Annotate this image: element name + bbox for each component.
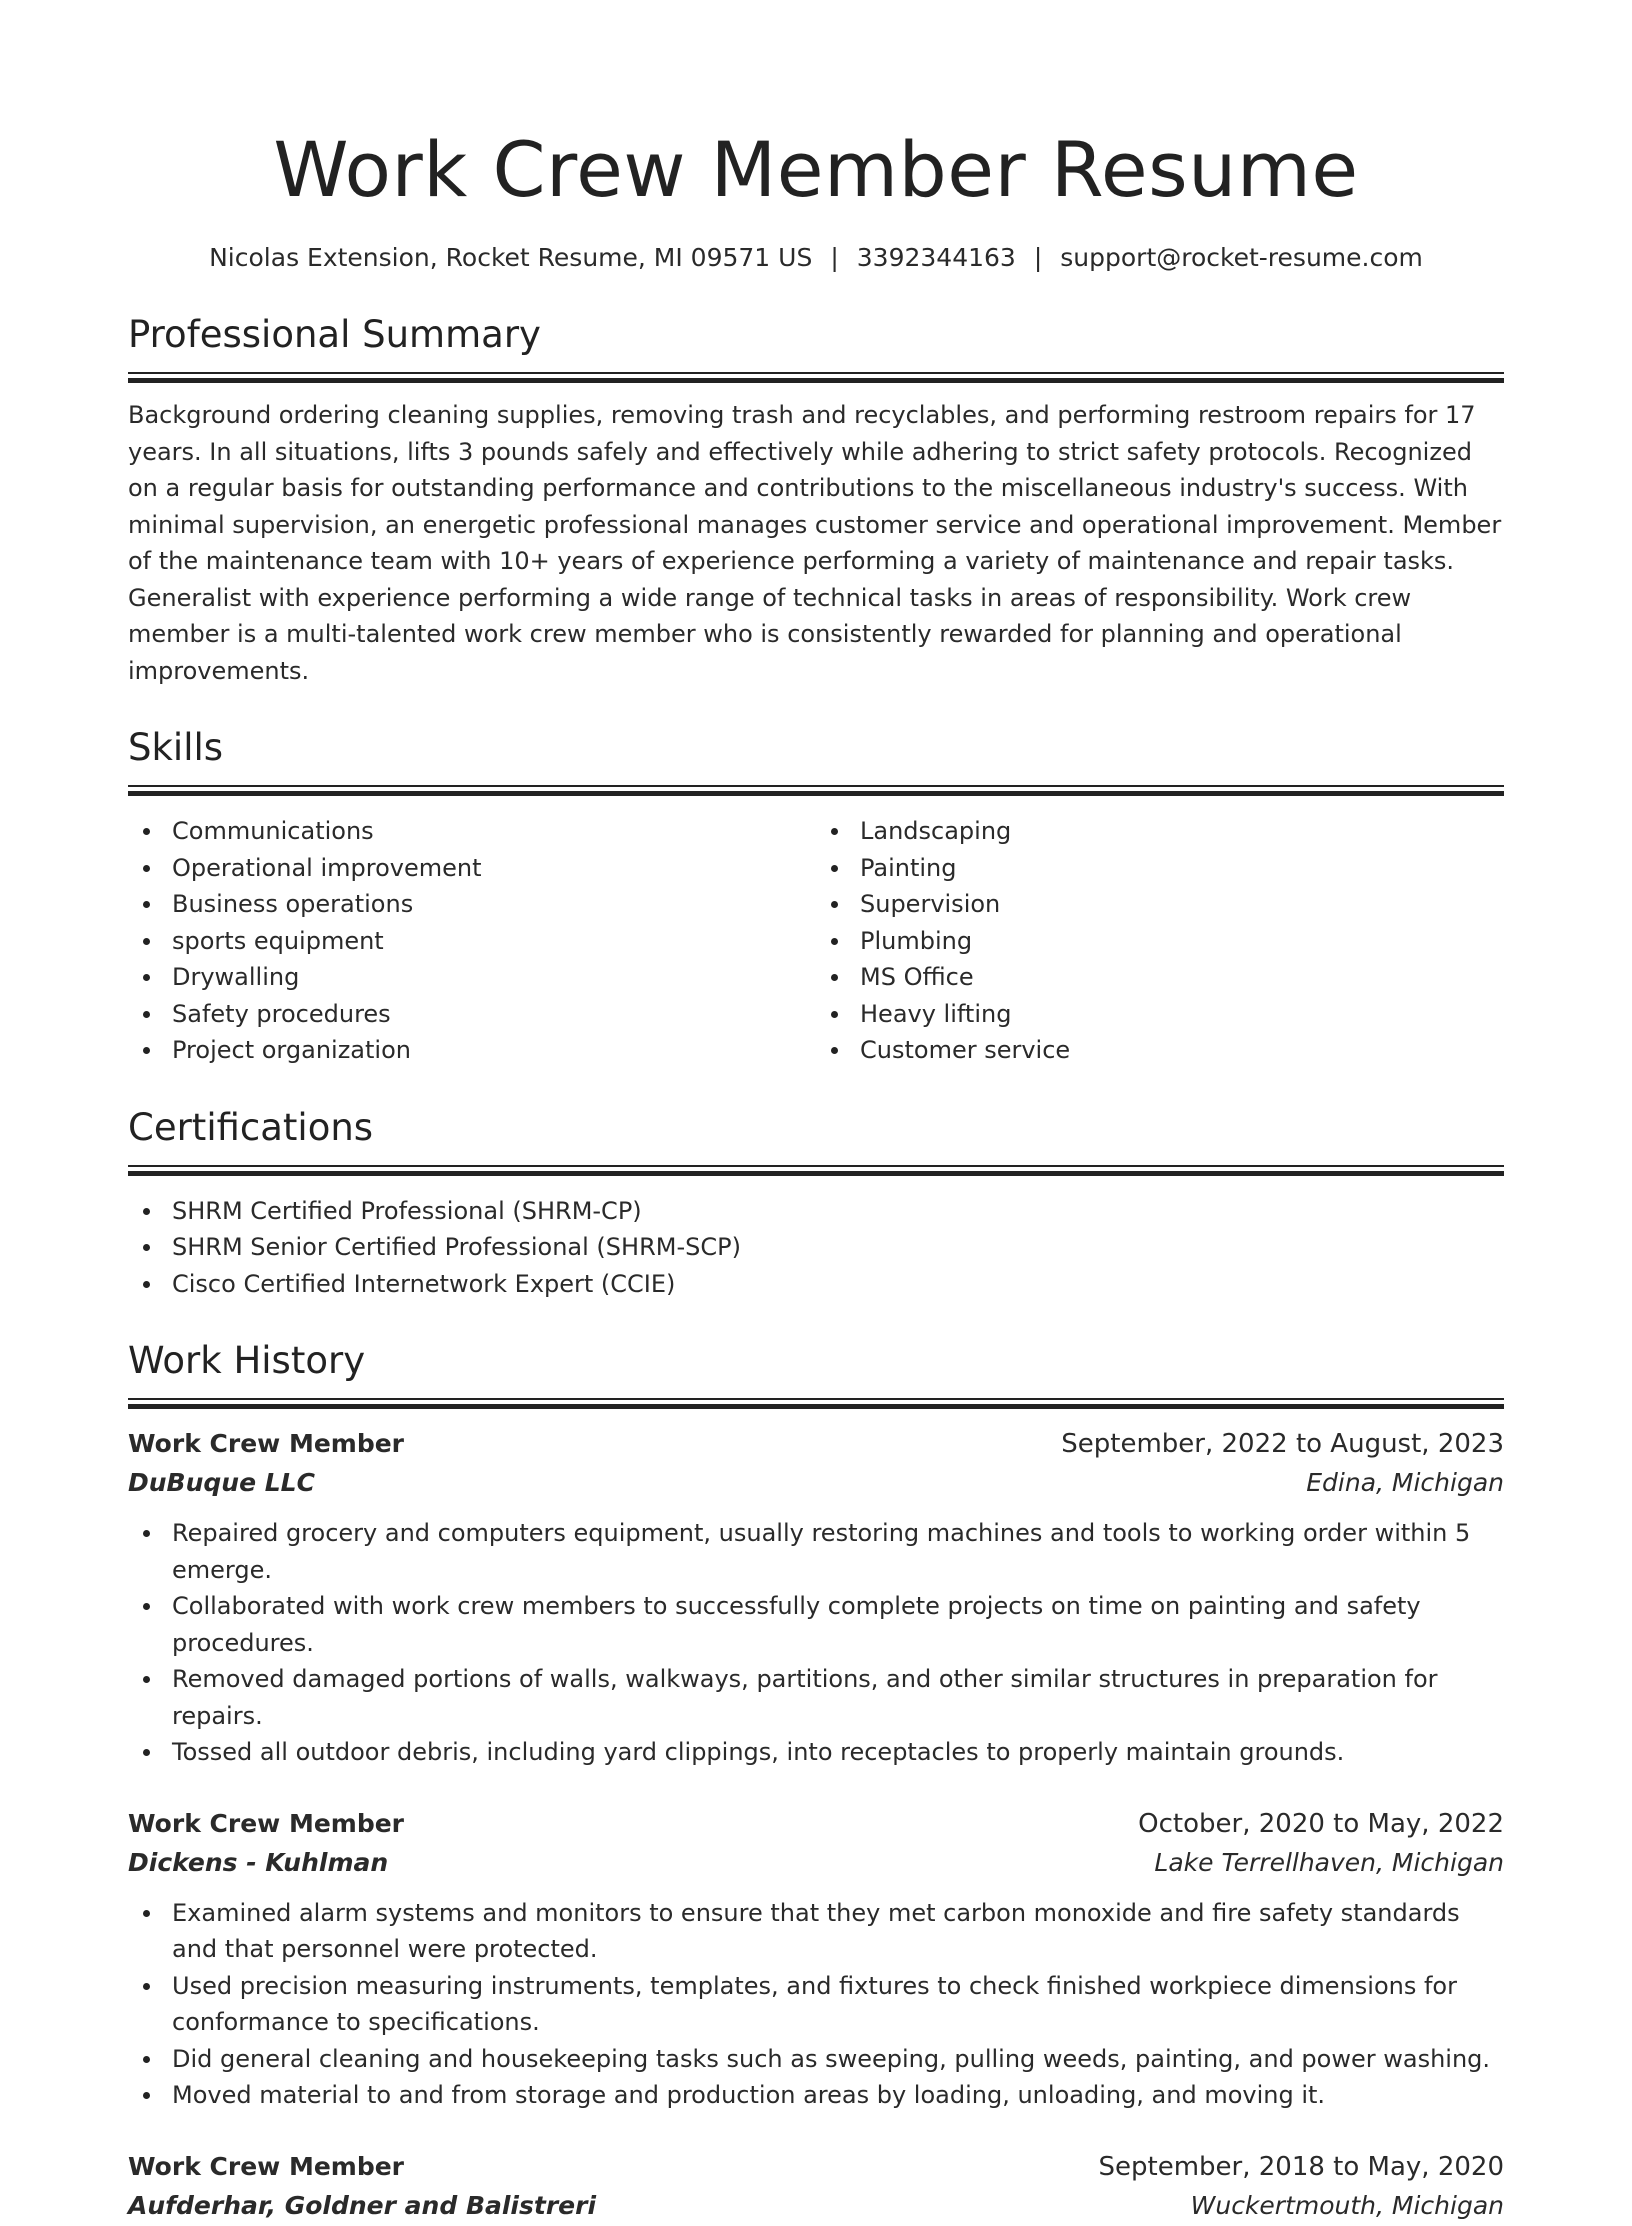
- certifications-list: [128, 1193, 1504, 1303]
- skill-item: Plumbing: [816, 923, 1504, 960]
- skill-item: Project organization: [128, 1032, 816, 1069]
- job-title: Work Crew Member: [128, 2151, 405, 2181]
- skill-item: sports equipment: [128, 923, 816, 960]
- job-header-row: [128, 1805, 1504, 1843]
- job-subheader-row: [128, 1843, 1504, 1883]
- contact-address: Nicolas Extension, Rocket Resume, MI 09571 US: [209, 243, 813, 272]
- job-location: Wuckertmouth, Michigan: [1190, 2190, 1504, 2220]
- job-subheader-row: [128, 1463, 1504, 1503]
- skill-item: Painting: [816, 850, 1504, 887]
- job-dates: September, 2018 to May, 2020: [1098, 2151, 1504, 2182]
- certifications-section: [128, 1103, 1504, 1303]
- job-location: Lake Terrellhaven, Michigan: [1154, 1847, 1504, 1877]
- job-company: Dickens - Kuhlman: [128, 1847, 389, 1877]
- job-subheader-row: [128, 2186, 1504, 2226]
- job-bullet: Used precision measuring instruments, templates, and fixtures to check finished workpiece dimensions for conformance to specifications.: [128, 1968, 1504, 2041]
- job-entry: [128, 2148, 1504, 2226]
- certification-item: SHRM Certified Professional (SHRM-CP): [128, 1193, 1504, 1230]
- summary-section: [128, 310, 1504, 689]
- job-header-row: [128, 2148, 1504, 2186]
- job-entry: [128, 1805, 1504, 2114]
- job-header-row: [128, 1425, 1504, 1463]
- job-bullet: Did general cleaning and housekeeping tasks such as sweeping, pulling weeds, painting, and power washing.: [128, 2041, 1504, 2078]
- skill-item: Supervision: [816, 886, 1504, 923]
- summary-text: Background ordering cleaning supplies, removing trash and recyclables, and performing restroom repairs for 17 years. In all situations, lifts 3 pounds safely and effectively while adhering to strict safety protocols. Recognized on a regular basis for outstanding performance and contributions to the miscellaneous industry's success. With minimal supervision, an energetic professional manages customer service and operational improvement. Member of the maintenance team with 10+ years of experience performing a variety of maintenance and repair tasks. Generalist with experience performing a wide range of technical tasks in areas of responsibility. Work crew member is a multi-talented work crew member who is consistently rewarded for planning and operational improvements.: [128, 401, 1502, 685]
- skill-item: Business operations: [128, 886, 816, 923]
- skills-grid: [128, 813, 1504, 1069]
- certification-item: SHRM Senior Certified Professional (SHRM-SCP): [128, 1229, 1504, 1266]
- skill-item: MS Office: [816, 959, 1504, 996]
- job-dates: October, 2020 to May, 2022: [1138, 1808, 1504, 1839]
- skill-item: Drywalling: [128, 959, 816, 996]
- job-bullet: Repaired grocery and computers equipment, usually restoring machines and tools to working order within 5 emerge.: [128, 1515, 1504, 1588]
- contact-phone: 3392344163: [856, 243, 1016, 272]
- skills-column-left: [128, 813, 816, 1069]
- job-bullet: Tossed all outdoor debris, including yard clippings, into receptacles to properly maintain grounds.: [128, 1734, 1504, 1771]
- skills-column-right: [816, 813, 1504, 1069]
- job-title: Work Crew Member: [128, 1429, 405, 1458]
- resume-title: Work Crew Member Resume: [273, 125, 1359, 214]
- skill-item: Heavy lifting: [816, 996, 1504, 1033]
- section-heading-summary: Professional Summary: [128, 313, 541, 356]
- contact-line: [128, 240, 1504, 276]
- job-company: Aufderhar, Goldner and Balistreri: [128, 2190, 597, 2220]
- section-divider: [128, 1398, 1504, 1409]
- job-location: Edina, Michigan: [1306, 1468, 1504, 1497]
- job-bullet: Collaborated with work crew members to successfully complete projects on time on painting and safety procedures.: [128, 1588, 1504, 1661]
- certification-item: Cisco Certified Internetwork Expert (CCIE): [128, 1266, 1504, 1303]
- job-bullet: Examined alarm systems and monitors to ensure that they met carbon monoxide and fire safety standards and that personnel were protected.: [128, 1895, 1504, 1968]
- section-divider: [128, 372, 1504, 383]
- section-divider: [128, 1165, 1504, 1176]
- job-title: Work Crew Member: [128, 1808, 405, 1838]
- contact-separator: |: [1033, 243, 1043, 272]
- job-entry: [128, 1425, 1504, 1771]
- job-bullet: Removed damaged portions of walls, walkways, partitions, and other similar structures in preparation for repairs.: [128, 1661, 1504, 1734]
- contact-separator: |: [830, 243, 839, 272]
- skill-item: Customer service: [816, 1032, 1504, 1069]
- job-bullet: Moved material to and from storage and production areas by loading, unloading, and moving it.: [128, 2077, 1504, 2114]
- job-bullet-list: [128, 1895, 1504, 2114]
- section-heading-skills: Skills: [128, 726, 224, 769]
- skill-item: Safety procedures: [128, 996, 816, 1033]
- job-dates: September, 2022 to August, 2023: [1061, 1429, 1504, 1459]
- job-bullet-list: [128, 1515, 1504, 1771]
- job-company: DuBuque LLC: [128, 1468, 315, 1497]
- work-history-section: [128, 1336, 1504, 2226]
- section-heading-work-history: Work History: [128, 1339, 366, 1382]
- skill-item: Operational improvement: [128, 850, 816, 887]
- section-heading-certifications: Certifications: [128, 1105, 374, 1149]
- contact-email: support@rocket-resume.com: [1060, 243, 1423, 272]
- section-divider: [128, 785, 1504, 796]
- skills-section: [128, 723, 1504, 1069]
- skill-item: Communications: [128, 813, 816, 850]
- skill-item: Landscaping: [816, 813, 1504, 850]
